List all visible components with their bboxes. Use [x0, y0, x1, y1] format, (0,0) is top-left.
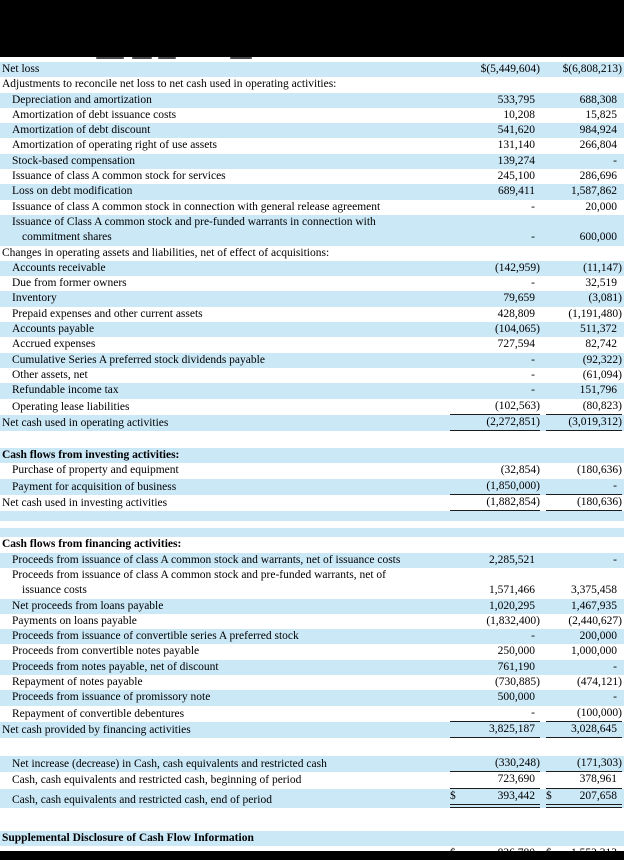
value-c1: (730,885): [494, 675, 540, 688]
row-label: Amortization of debt discount: [12, 124, 151, 137]
section-header-row: [0, 448, 624, 463]
row-label: Accrued expenses: [12, 338, 96, 351]
text-remnant: [230, 57, 252, 59]
value-c1: (104,065): [494, 323, 540, 336]
value-c1: 1,020,295: [489, 599, 535, 612]
section-header-row: [0, 831, 624, 846]
value-c2: 82,742: [585, 338, 617, 351]
row-label: [0, 215, 450, 246]
value-c2: 984,924: [579, 124, 617, 137]
value-c1: (32,854): [500, 464, 540, 477]
value-c2: (1,191,480): [568, 307, 622, 320]
table-row: [0, 415, 624, 431]
row-label: Changes in operating assets and liabilities, net of effect of acquisitions:: [2, 246, 330, 259]
value-c1: 139,274: [497, 154, 535, 167]
row-label: Adjustments to reconcile net loss to net cash used in operating activities:: [2, 78, 337, 91]
row-label: Cash flows from investing activities:: [2, 449, 180, 462]
table-row: [0, 169, 624, 184]
row-label: Repayment of convertible debentures: [12, 707, 185, 720]
value-c1: -: [531, 231, 535, 244]
value-c2: 600,000: [579, 231, 617, 244]
row-label: Net cash used in investing activities: [2, 497, 168, 510]
row-label: Payment for acquisition of business: [12, 480, 177, 493]
spacer-row: [0, 738, 624, 756]
value-c1: -: [531, 630, 535, 643]
row-label: Proceeds from issuance of convertible series A preferred stock: [12, 630, 299, 643]
value-c2: (171,303): [546, 756, 622, 772]
value-c1: 723,690: [450, 772, 540, 788]
row-label: Cash, cash equivalents and restricted cash, end of period: [12, 793, 272, 806]
row-label: Proceeds from issuance of promissory note: [12, 691, 211, 704]
value-c2: 378,961: [546, 772, 622, 788]
row-label: Net proceeds from loans payable: [12, 599, 164, 612]
value-c2: 3,375,458: [571, 584, 617, 597]
table-row: [0, 706, 624, 722]
table-row: [0, 261, 624, 276]
value-c2: 200,000: [579, 630, 617, 643]
value-c2: (80,823): [546, 399, 622, 415]
value-c1: 727,594: [497, 338, 535, 351]
value-c2: 1,467,935: [571, 599, 617, 612]
table-row: [0, 62, 624, 77]
row-label: Proceeds from notes payable, net of discount: [12, 660, 219, 673]
value-c1: 79,659: [503, 292, 535, 305]
value-c1: -: [531, 368, 535, 381]
value-c2: 15,825: [585, 108, 617, 121]
table-row: [0, 399, 624, 415]
table-row: [0, 184, 624, 199]
value-c1: 533,795: [497, 93, 535, 106]
row-label: Refundable income tax: [12, 384, 119, 397]
row-label: Net cash provided by financing activities: [2, 723, 191, 736]
amount-value: 393,442: [497, 789, 535, 802]
table-row: [0, 644, 624, 659]
spacer-row: [0, 521, 624, 528]
row-label: Net increase (decrease) in Cash, cash equivalents and restricted cash: [12, 758, 327, 771]
value-c2: 151,796: [579, 384, 617, 397]
redacted-header-bar: [0, 0, 624, 57]
row-label: Amortization of debt issuance costs: [12, 108, 177, 121]
value-c1: (1,832,400): [486, 614, 540, 627]
value-c2: (92,322): [582, 353, 622, 366]
value-c2: $(6,808,213): [562, 63, 622, 75]
value-c1: (1,882,854): [450, 495, 540, 511]
value-c2: -: [613, 553, 617, 566]
table-row: [0, 568, 624, 599]
text-remnant: [96, 57, 124, 59]
row-label: Cumulative Series A preferred stock dividends payable: [12, 353, 265, 366]
value-c2: (3,019,312): [546, 415, 622, 431]
value-c2: (2,440,627): [568, 614, 622, 627]
row-label: Purchase of property and equipment: [12, 464, 179, 477]
table-row: [0, 772, 624, 788]
value-c1: 428,809: [497, 307, 535, 320]
table-row: [0, 495, 624, 511]
table-row: [0, 246, 624, 261]
spacer-row: [0, 528, 624, 537]
row-label: Repayment of notes payable: [12, 675, 143, 688]
value-c2: 20,000: [585, 200, 617, 213]
value-c1: 245,100: [497, 170, 535, 183]
row-label: Payments on loans payable: [12, 614, 137, 627]
spacer-row: [0, 808, 624, 831]
amount-value: 207,658: [579, 789, 617, 802]
value-c2: -: [546, 479, 622, 495]
table-row: [0, 722, 624, 738]
text-remnant: [132, 57, 152, 59]
value-c2: (474,121): [576, 675, 622, 688]
value-c2: -: [613, 691, 617, 704]
statement-table: [0, 62, 624, 860]
value-c1: [450, 789, 540, 808]
spacer-row: [0, 511, 624, 521]
value-c1: 250,000: [497, 645, 535, 658]
table-row: [0, 675, 624, 690]
value-c2: 286,696: [579, 170, 617, 183]
table-row: [0, 368, 624, 383]
table-row: [0, 599, 624, 614]
value-c2: (61,094): [582, 368, 622, 381]
table-row: [0, 154, 624, 169]
row-label: Amortization of operating right of use assets: [12, 139, 218, 152]
row-label: Cash flows from financing activities:: [2, 538, 182, 551]
row-label: Net cash used in operating activities: [2, 416, 169, 429]
table-row: [0, 108, 624, 123]
value-c2: (100,000): [546, 706, 622, 722]
value-c1: (330,248): [450, 756, 540, 772]
row-label: Loss on debt modification: [12, 185, 133, 198]
value-c2: (11,147): [583, 261, 622, 274]
row-label: Issuance of class A common stock in connection with general release agreement: [12, 200, 381, 213]
value-c1: 10,208: [503, 108, 535, 121]
value-c2: (3,081): [588, 292, 622, 305]
value-c1: (142,959): [494, 261, 540, 274]
value-c1: 689,411: [498, 185, 535, 198]
table-row: [0, 756, 624, 772]
value-c1: -: [450, 706, 540, 722]
currency-symbol: $: [450, 789, 456, 802]
value-c2: [546, 789, 622, 808]
row-label-line2: issuance costs: [22, 584, 87, 597]
value-c1: (2,272,851): [450, 415, 540, 431]
table-row: [0, 77, 624, 92]
value-c2: (180,636): [576, 464, 622, 477]
value-c2: -: [613, 660, 617, 673]
value-c1: 1,571,466: [489, 584, 535, 597]
table-row: [0, 614, 624, 629]
row-label: Accounts payable: [12, 323, 95, 336]
row-label-line2: commitment shares: [22, 231, 112, 244]
row-label: Net loss: [2, 63, 40, 75]
row-label: Accounts receivable: [12, 261, 106, 274]
table-row: [0, 690, 624, 705]
table-row: [0, 291, 624, 306]
value-c1: 2,285,521: [489, 553, 535, 566]
value-c2: 1,587,862: [571, 185, 617, 198]
table-row: [0, 479, 624, 495]
row-label: Prepaid expenses and other current assets: [12, 307, 203, 320]
table-row: [0, 215, 624, 246]
value-c1: -: [531, 384, 535, 397]
table-row: [0, 660, 624, 675]
redacted-footer-bar: [0, 851, 624, 860]
row-label: Proceeds from convertible notes payable: [12, 645, 200, 658]
table-row: [0, 629, 624, 644]
row-label-line1: Proceeds from issuance of class A common stock and pre-funded warrants, net of: [12, 568, 386, 581]
value-c2: 511,372: [580, 323, 617, 336]
row-label: Inventory: [12, 292, 57, 305]
row-label: Stock-based compensation: [12, 154, 135, 167]
row-label: Issuance of class A common stock for services: [12, 170, 226, 183]
value-c2: 688,308: [579, 93, 617, 106]
table-row: [0, 353, 624, 368]
value-c2: 266,804: [579, 139, 617, 152]
row-label: Operating lease liabilities: [12, 400, 130, 413]
value-c1: 131,140: [497, 139, 535, 152]
text-remnant: [158, 57, 176, 59]
value-c1: $(5,449,604): [480, 63, 540, 75]
value-c2: 32,519: [585, 277, 617, 290]
value-c2: (180,636): [546, 495, 622, 511]
value-c1: 761,190: [497, 660, 535, 673]
value-c1: 541,620: [497, 124, 535, 137]
row-label: Due from former owners: [12, 277, 127, 290]
value-c1: -: [531, 200, 535, 213]
value-c2: -: [613, 154, 617, 167]
table-row: [0, 322, 624, 337]
row-label: Cash, cash equivalents and restricted cash, beginning of period: [12, 774, 302, 787]
value-c1: (102,563): [450, 399, 540, 415]
table-row: [0, 307, 624, 322]
table-row: [0, 463, 624, 478]
section-header-row: [0, 537, 624, 552]
value-c2: 1,000,000: [571, 645, 617, 658]
row-label: Proceeds from issuance of class A common stock and warrants, net of issuance costs: [12, 553, 401, 566]
value-c2: 3,028,645: [546, 722, 622, 738]
row-label: Supplemental Disclosure of Cash Flow Information: [2, 832, 254, 845]
row-label-line1: Issuance of Class A common stock and pre-funded warrants in connection with: [12, 215, 376, 228]
value-c1: 3,825,187: [450, 722, 540, 738]
table-row: [0, 276, 624, 291]
row-label: [0, 568, 450, 599]
currency-symbol: $: [546, 789, 552, 802]
value-c1: -: [531, 277, 535, 290]
row-label: Other assets, net: [12, 368, 88, 381]
clipped-text-strip: [0, 57, 624, 62]
table-row: [0, 383, 624, 398]
table-row: [0, 553, 624, 568]
table-row: [0, 93, 624, 108]
spacer-row: [0, 431, 624, 448]
value-c1: 500,000: [497, 691, 535, 704]
table-row: [0, 337, 624, 352]
table-row: [0, 123, 624, 138]
table-row: [0, 789, 624, 808]
table-row: [0, 200, 624, 215]
value-c1: -: [531, 353, 535, 366]
row-label: Depreciation and amortization: [12, 93, 152, 106]
value-c1: (1,850,000): [450, 479, 540, 495]
table-row: [0, 138, 624, 153]
